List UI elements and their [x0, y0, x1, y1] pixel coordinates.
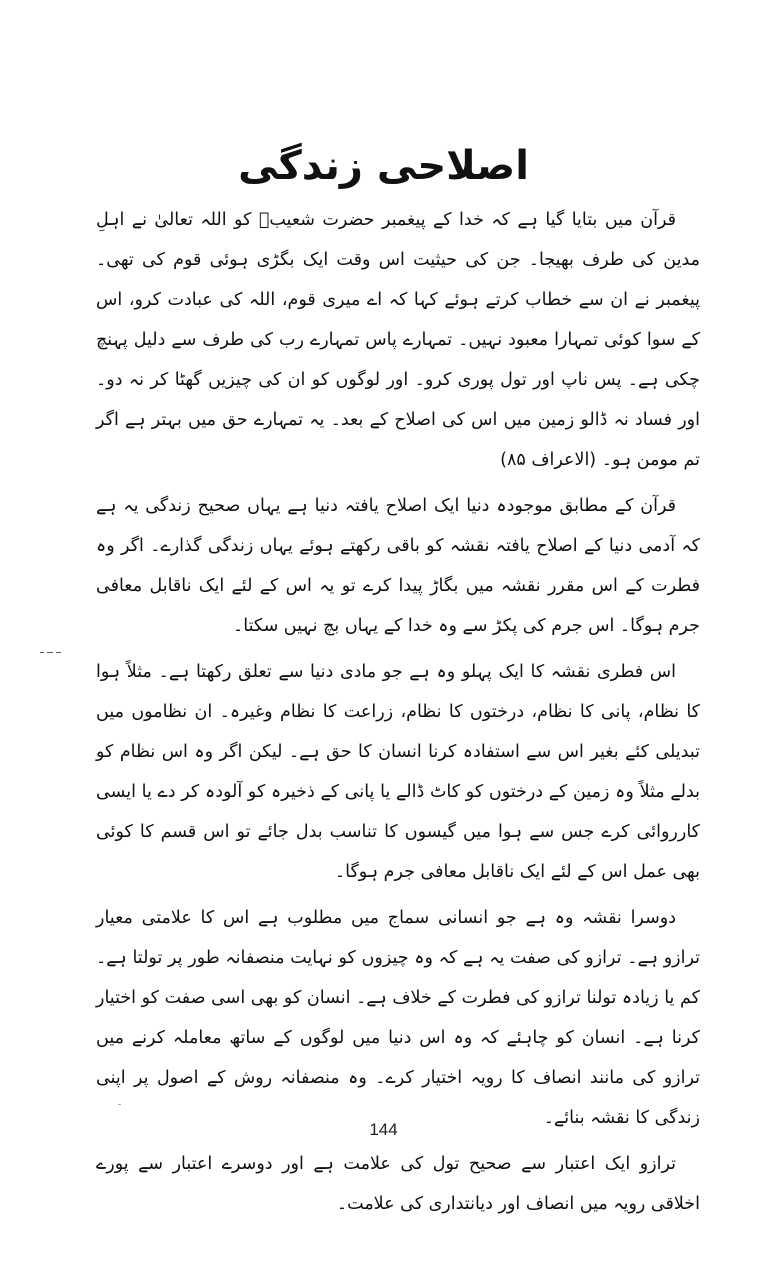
paragraph-reformed-world: قرآن کے مطابق موجودہ دنیا ایک اصلاح یافتہ دنیا ہے یہاں صحیح زندگی یہ ہے کہ آدمی دنیا کے اصلاح یافتہ نقشہ کو باقی رکھتے ہوئے یہاں زندگی گذارے۔ اگر وہ فطرت کے اس مقرر نقشہ میں بگاڑ پیدا کرے تو یہ اس کے لئے ایک ناقابل معافی جرم ہوگا۔ اس جرم کی پکڑ سے وہ خدا کے یہاں بچ نہیں سکتا۔ [96, 496, 700, 636]
paragraph-scale-symbol: ترازو ایک اعتبار سے صحیح تول کی علامت ہے اور دوسرے اعتبار سے پورے اخلاقی رویہ میں انصاف اور دیانتداری کی علامت۔ [96, 1154, 700, 1214]
body-text [96, 200, 700, 1228]
page-title: اصلاحی زندگی [238, 143, 529, 189]
scan-speck [118, 1104, 121, 1105]
paragraph-shuaib: قرآن میں بتایا گیا ہے کہ خدا کے پیغمبر حضرت شعیبؑ کو اللہ تعالیٰ نے اہلِ مدین کی طرف بھیجا۔ جن کی حیثیت اس وقت ایک بگڑی ہوئی قوم کی تھی۔ پیغمبر نے ان سے خطاب کرتے ہوئے کہا کہ اے میری قوم، اللہ کی عبادت کرو، اس کے سوا کوئی تمہارا معبود نہیں۔ تمہارے پاس تمہارے رب کی طرف سے دلیل پہنچ چکی ہے۔ پس ناپ اور تول پوری کرو۔ اور لوگوں کو ان کی چیزیں گھٹا کر نہ دو۔ اور فساد نہ ڈالو زمین میں اس کی اصلاح کے بعد۔ یہ تمہارے حق میں بہتر ہے اگر تم مومن ہو۔ (الاعراف ۸۵) [96, 210, 700, 470]
page-number: 144 [369, 1120, 398, 1139]
paragraph-scale: دوسرا نقشہ وہ ہے جو انسانی سماج میں مطلوب ہے اس کا علامتی معیار ترازو ہے۔ ترازو کی صفت یہ ہے کہ وہ چیزوں کو نہایت منصفانہ طور پر تولتا ہے۔ کم یا زیادہ تولنا ترازو کی فطرت کے خلاف ہے۔ انسان کو بھی اسی صفت کو اختیار کرنا ہے۔ انسان کو چاہئے کہ وہ اس دنیا میں لوگوں کے ساتھ معاملہ کرنے میں ترازو کی مانند انصاف کا رویہ اختیار کرے۔ وہ منصفانہ روش کے اصول پر اپنی زندگی کا نقشہ بنائے۔ [96, 908, 700, 1128]
margin-mark [40, 648, 62, 658]
paragraph-natural-order: اس فطری نقشہ کا ایک پہلو وہ ہے جو مادی دنیا سے تعلق رکھتا ہے۔ مثلاً ہوا کا نظام، پانی کا نظام، درختوں کا نظام، زراعت کا نظام وغیرہ۔ ان نظاموں میں تبدیلی کئے بغیر اس سے استفادہ کرنا انسان کا حق ہے۔ لیکن اگر وہ اس نظام کو بدلے مثلاً وہ زمین کے درختوں کو کاٹ ڈالے یا پانی کے ذخیرہ کو آلودہ کر دے یا ایسی کارروائی کرے جس سے ہوا میں گیسوں کا تناسب بدل جائے تو اس قسم کا کوئی بھی عمل اس کے لئے ایک ناقابل معافی جرم ہوگا۔ [96, 662, 700, 882]
